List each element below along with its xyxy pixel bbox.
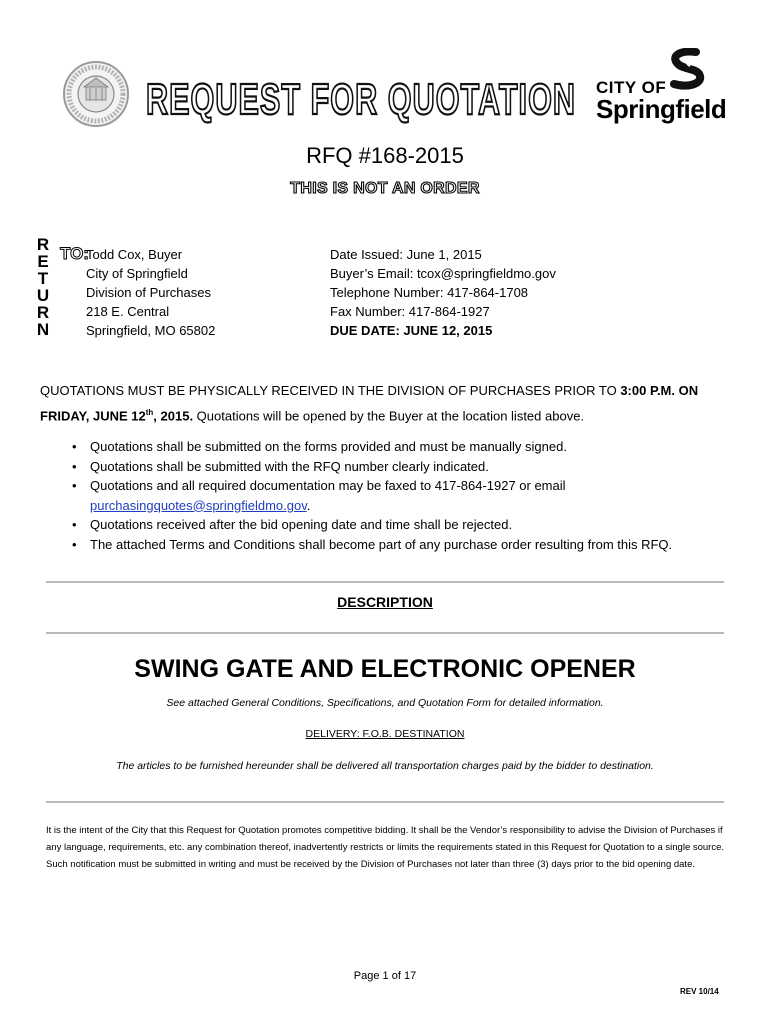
purchasing-email-link[interactable]: purchasingquotes@springfieldmo.gov: [90, 497, 307, 513]
to-label: TO:: [60, 244, 89, 263]
city-logo: [596, 48, 727, 124]
notice-text-2: Quotations will be opened by the Buyer at the location listed above.: [193, 408, 585, 424]
return-letter: T: [37, 269, 49, 288]
city-of-label: CITY OF: [596, 78, 667, 97]
notice-year: , 2015.: [153, 408, 194, 424]
notice-text: QUOTATIONS MUST BE PHYSICALLY RECEIVED IN THE DIVISION OF PURCHASES PRIOR TO: [40, 383, 621, 398]
divider: [46, 632, 724, 634]
delivery-terms: DELIVERY: F.O.B. DESTINATION: [305, 728, 465, 740]
address-line: Todd Cox, Buyer: [86, 247, 183, 262]
submission-notice: [40, 380, 730, 427]
return-address: [86, 245, 215, 340]
city-seal-icon: [62, 60, 130, 128]
return-vertical-label: [36, 236, 50, 338]
title-text: REQUEST FOR QUOTATION: [146, 75, 576, 124]
address-line: 218 E. Central: [86, 304, 170, 319]
address-line: Division of Purchases: [86, 285, 211, 300]
list-item: • Quotations received after the bid opening date and time shall be rejected.: [72, 515, 732, 535]
requirements-list: [72, 437, 732, 554]
see-attached-note: See attached General Conditions, Specifications, and Quotation Form for detailed information.: [166, 697, 604, 709]
list-item: [72, 476, 732, 515]
notice-deadline: 3:00 P.M. ON FRIDAY, JUNE 12: [40, 383, 699, 424]
notice-ordinal: th: [145, 408, 154, 417]
list-item-text: Quotations and all required documentation may be faxed to 417-864-1927 or email: [90, 478, 566, 493]
address-line: Springfield, MO 65802: [86, 323, 216, 338]
divider: [46, 581, 724, 583]
rfq-info: [330, 245, 556, 340]
document-title: [146, 70, 586, 126]
due-date: DUE DATE: JUNE 12, 2015: [330, 323, 493, 338]
articles-note: The articles to be furnished hereunder shall be delivered all transportation charges paid by the bidder to destination.: [116, 760, 654, 772]
revision-label: REV 10/14: [680, 987, 719, 996]
date-issued: Date Issued: June 1, 2015: [330, 247, 482, 262]
list-item: • Quotations shall be submitted with the RFQ number clearly indicated.: [72, 457, 732, 477]
return-letter: E: [37, 252, 49, 271]
page-number: Page 1 of 17: [353, 970, 417, 982]
item-title: SWING GATE AND ELECTRONIC OPENER: [134, 655, 636, 683]
return-letter: N: [36, 320, 50, 339]
buyer-email: Buyer’s Email: tcox@springfieldmo.gov: [330, 266, 556, 281]
return-letter: R: [36, 303, 50, 322]
rfq-number: RFQ #168-2015: [306, 143, 464, 168]
fax-number: Fax Number: 417-864-1927: [330, 304, 490, 319]
not-an-order-label: THIS IS NOT AN ORDER: [290, 180, 480, 197]
list-item: • Quotations shall be submitted on the forms provided and must be manually signed.: [72, 437, 732, 457]
intent-paragraph: It is the intent of the City that this Request for Quotation promotes competitive bidding. It shall be the Vendor’s responsibility to advise the Division of Purchases if any language, requirements, etc. any combination thereof, inadvertently restricts or limits the requirements stated in this Request for Quotation to a single source. Such notification must be submitted in writing and must be received by the Division of Purchases not later than three (3) days prior to the bid opening date.: [46, 825, 725, 870]
list-item: • The attached Terms and Conditions shall become part of any purchase order resulting from this RFQ.: [72, 535, 732, 555]
return-letter: R: [36, 235, 50, 254]
divider: [46, 801, 724, 803]
description-heading: DESCRIPTION: [337, 594, 433, 610]
telephone-number: Telephone Number: 417-864-1708: [330, 285, 529, 300]
return-letter: U: [36, 286, 50, 305]
list-item-period: .: [306, 497, 311, 513]
city-name-label: Springfield: [596, 94, 727, 124]
address-line: City of Springfield: [86, 266, 188, 281]
